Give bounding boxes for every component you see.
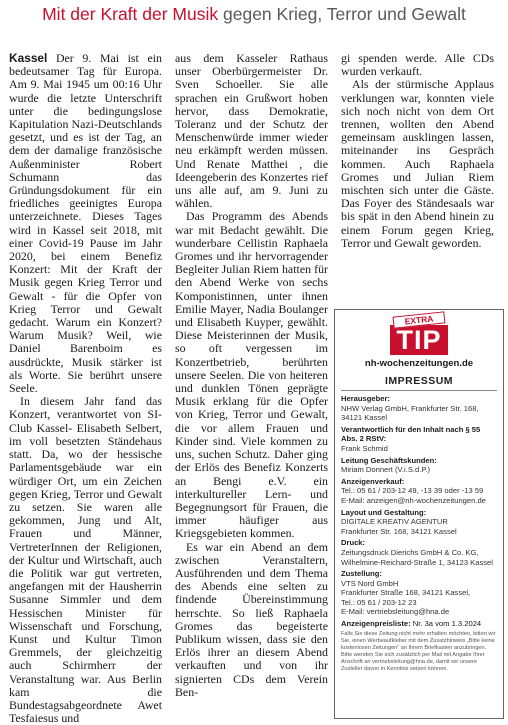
article-dateline: Kassel	[9, 51, 48, 65]
article-paragraph	[9, 52, 162, 395]
section-line: Frankfurter Straße 168, 34121 Kassel,	[341, 588, 471, 598]
section-label: Verantwortlich für den Inhalt nach § 55 Abs. 2 RStV:	[341, 424, 481, 444]
section-label: Herausgeber:	[341, 394, 390, 403]
article-paragraph: In diesem Jahr fand das Konzert, verantwortet von SI-Club Kassel- Elisabeth Selbert, im voll besetzten Ständehaus statt. Da, wo der hessische Parlamentsgebäude war ein würdiger Ort, um ein Zeichen gegen Krieg, Terror und Gewalt zu setzen. Sie waren alle gekommen, Jung und Alt, Frauen und Männer, VertreterInnen der Religionen, der Kultur und Wirtschaft, auch die Politik war gut vertreten, angefangen mit der Hausherrin Susanne Simmler und dem Hessischen Minister für Wissenschaft und Forschung, Kunst und Kultur Timon Gremmels, der gleichzeitig auch Schirmherr der Veranstaltung war. Aus Berlin kam die Bundestagsabgeordnete Awet Tesfaiesus und	[9, 394, 162, 725]
section-line: Frankfurter Str. 168, 34121 Kassel	[341, 526, 457, 536]
section-label: Druck:	[341, 538, 366, 548]
section-line: VTS Nord GmbH	[341, 578, 399, 588]
delivery-email-link[interactable]: E-Mail: vertriebsleitung@hna.de	[341, 607, 450, 617]
section-line: DIGITALE KREATIV AGENTUR	[341, 517, 448, 527]
fine-print: Falls Sie diese Zeitung nicht mehr erhalten möchten, bitten wir Sie, einen Werbeaufkleber mit dem Zusatzhinweis „Bitte keine kostenlosen Zeitungen“ an Ihrem Briefkasten anzubringen. Bitte wenden Sie sich zusätzlich per Mail mit Angabe Ihrer Anschrift an vertriebsleitung@hna.de, damit wir unsere Zusteller davon in Kenntnis setzen können.	[341, 630, 496, 672]
impressum-section-responsible	[341, 425, 497, 454]
section-line: Frank Schmid	[341, 443, 388, 453]
impressum-section-delivery	[341, 569, 497, 617]
section-label: Zustellung:	[341, 569, 382, 579]
section-line: 34121 Kassel	[341, 413, 388, 423]
price-label: Anzeigenpreisliste:	[341, 619, 411, 629]
article-column-1	[9, 51, 162, 725]
impressum-box	[334, 309, 504, 719]
extra-tip-logo	[390, 314, 448, 356]
impressum-section-ads	[341, 477, 497, 506]
section-label: Layout und Gestaltung:	[341, 507, 427, 517]
website-url[interactable]: nh-wochenzeitungen.de	[364, 358, 474, 369]
article-paragraph: Das Programm des Abends war mit Bedacht gewählt. Die wunderbare Cellistin Raphaela Gromes und ihr hervorragender Begleiter Julian Riem hatten für den Abend Werke von sechs Komponistinnen, unter ihnen Emilie Mayer, Nadia Boulanger und Elisabeth Kuyper, gewählt. Diese Meisterinnen der Musik, so oft vergessen im Konzertbetrieb, berührten unsere Seelen. Die von heiteren und dunklen Tönen geprägte Musik erklang für die Opfer von Krieg, Terror und Gewalt, die vor allem Frauen und Kinder sind. Viele kommen zu uns, suchen Schutz. Daher ging der Erlös des Benefiz Konzerts an Bengi e.V. ein interkultureller Lern- und Begegnungsort für Frauen, die immer häufiger aus Kriegsgebieten kommen.	[175, 209, 328, 541]
section-line: Tel.: 05 61 / 203-12 49, -13 39 oder -13 59	[341, 486, 484, 496]
impressum-section-print	[341, 538, 497, 567]
article-column-3	[341, 52, 494, 292]
article-paragraph: gi spenden werde. Alle CDs wurden verkauft.	[341, 51, 494, 79]
headline-part-grey: gegen Krieg, Terror und Gewalt	[218, 4, 466, 24]
article-column-2	[175, 52, 328, 716]
section-line: Miriam Donnert (V.i.S.d.P.)	[341, 465, 431, 475]
article-paragraph: Es war ein Abend an dem zwischen Veranstaltern, Ausführenden und dem Thema des Abends eine selten zu findende Übereinstimmung herrschte. So ließ Raphaela Gromes das begeisterte Publikum wissen, dass sie den Erlös ihrer an diesem Abend verkauften und von ihr signierten CDs dem Verein Ben-	[175, 539, 328, 699]
impressum-section-business	[341, 456, 497, 475]
headline	[0, 4, 508, 25]
impressum-title: IMPRESSUM	[384, 375, 454, 387]
impressum-section-publisher	[341, 394, 497, 423]
article-paragraph: Als der stürmische Applaus verklungen war, konnten viele sich noch nicht von dem Ort trennen, wollten den Abend gemeinsam ausklingen lassen, miteinander ins Gespräch kommen. Auch Raphaela Gromes und Julian Riem mischten sich unter die Gäste. Das Foyer des Ständesaals war bis spät in den Abend hinein zu einem Forum gegen Krieg, Terror und Gewalt geworden.	[341, 77, 494, 250]
section-line: Zeitungsdruck Dierichs GmbH & Co. KG, Wilhelmine-Reichard-Straße 1, 34123 Kassel	[341, 547, 493, 567]
section-label: Leitung Geschäftskunden:	[341, 455, 437, 465]
impressum-section-layout	[341, 508, 497, 537]
section-label: Anzeigenverkauf:	[341, 476, 405, 486]
headline-part-red: Mit der Kraft der Musik	[42, 4, 219, 24]
logo-tip-text: TIP	[390, 325, 448, 355]
article-paragraph: aus dem Kasseler Rathaus unser Oberbürgermeister Dr. Sven Schoeller. Sie alle sprachen ein Grußwort hoben hervor, dass Demokratie, Toleranz und der Schutz der Menschenwürde immer wieder neu erkämpft werden müssen. Und Renate Matthei , die Ideengeberin des Konzertes rief uns alle auf, am 9. Juni zu wählen.	[175, 51, 328, 211]
section-line: NHW Verlag GmbH, Frankfurter Str. 168,	[341, 403, 479, 413]
price-list	[341, 619, 497, 629]
price-value: Nr. 3a vom 1.3.2024	[410, 619, 482, 629]
logo-extra-text: EXTRA	[393, 311, 446, 328]
article-text: Der 9. Mai ist ein bedeutsamer Tag für Europa. Am 9. Mai 1945 um 00:16 Uhr wurde die letzte Unterschrift unter die bedingungslose Kapitulation Nazi-Deutschlands gesetzt, und es ist der Tag, an dem der damalige französische Außenminister Robert Schumann das Gründungsdokument für ein friedliches geeinigtes Europa unterzeichnete. Dieses Tages wird in Kassel seit 2018, mit einer Covid-19 Pause im Jahr 2020, bei einem Benefiz Konzert: Mit der Kraft der Musik gegen Krieg Terror und Gewalt - für die Opfer von Krieg Terror und Gewalt gedacht. Warum ein Konzert? Warum Musik? Weil, wie Daniel Barenboim es ausdrückte, Musik stärker ist als Worte. Sie berührt unsere Seele.	[9, 51, 162, 396]
ads-email-link[interactable]: E-Mail: anzeigen@nh-wochenzeitungen.de	[341, 495, 486, 505]
divider	[341, 390, 497, 391]
section-line: Tel.: 05 61 / 203-12 23	[341, 597, 417, 607]
